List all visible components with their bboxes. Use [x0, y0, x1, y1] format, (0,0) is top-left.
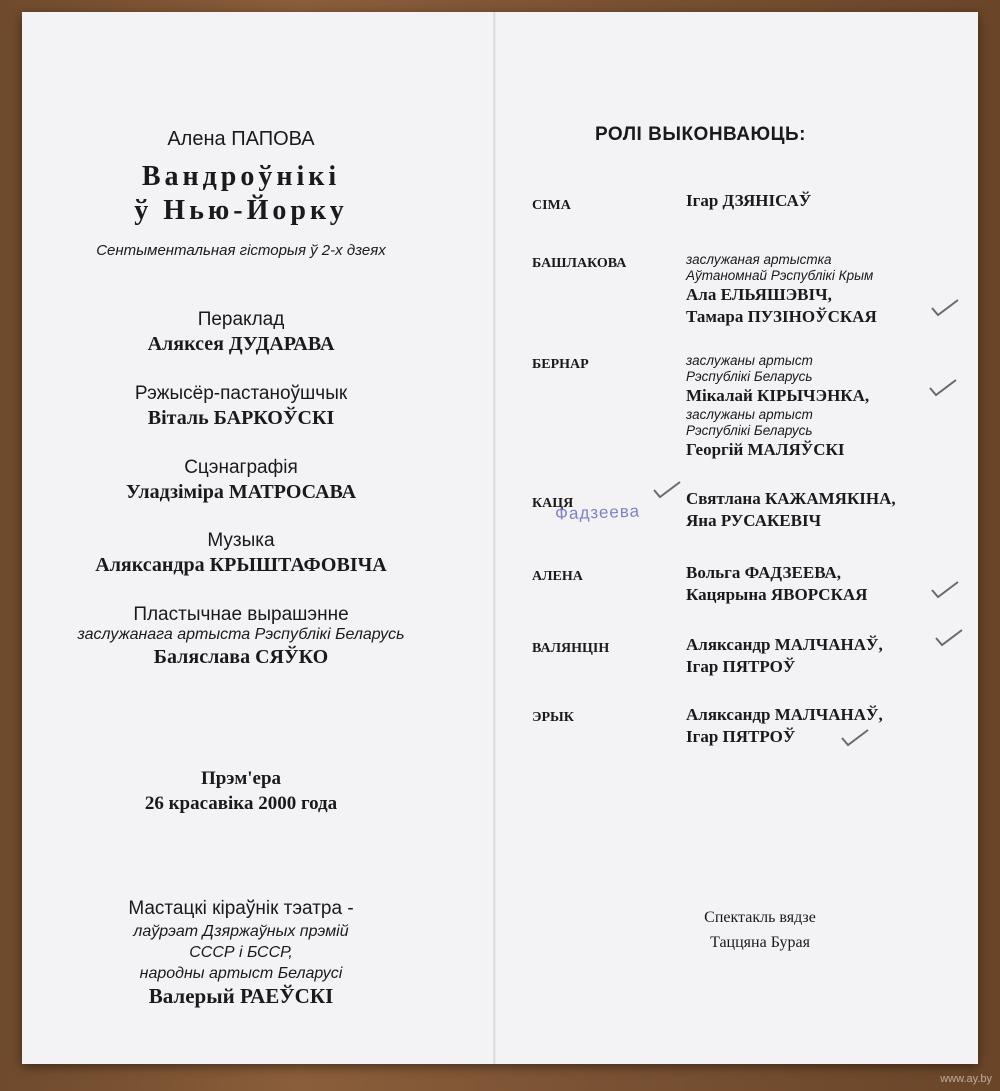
watermark: www.ay.by [940, 1073, 992, 1085]
actor-name: Святлана КАЖАМЯКІНА, [686, 489, 896, 508]
cast-header: РОЛІ ВЫКОНВАЮЦЬ: [595, 124, 806, 145]
play-title [40, 160, 442, 228]
pencil-checkmark-icon [652, 480, 682, 500]
actor-honor: Рэспублікі Беларусь [686, 423, 813, 438]
actor-honor: Рэспублікі Беларусь [686, 369, 813, 384]
credit-name: Віталь БАРКОЎСКІ [147, 407, 335, 429]
role-sima: СІМА [532, 198, 571, 213]
footer-name: Таццяна Бурая [710, 934, 810, 951]
actor-honor: заслужаны артыст [686, 407, 813, 422]
actor-name: Георгій МАЛЯЎСКІ [686, 440, 845, 459]
actor-honor: заслужаная артыстка [686, 252, 832, 267]
role-bernar: БЕРНАР [532, 357, 589, 372]
actor-name: Ігар ДЗЯНІСАЎ [686, 191, 812, 210]
role-bashlakova: БАШЛАКОВА [532, 256, 627, 271]
premiere-label: Прэм'ера [200, 768, 282, 789]
ink-stamp: Фадзеева [554, 501, 641, 524]
actor-name: Аляксандр МАЛЧАНАЎ, [686, 635, 883, 654]
actor-honor: заслужаны артыст [686, 353, 813, 368]
credit-scenography [40, 457, 442, 504]
credit-honor: заслужанага артыста Рэспублікі Беларусь [77, 626, 405, 643]
cast-bernar [686, 353, 976, 461]
honor-line: народны артыст Беларусі [139, 965, 343, 982]
honor-line: СССР і БССР, [189, 944, 293, 961]
actor-name: Яна РУСАКЕВІЧ [686, 511, 822, 530]
credit-role: Музыка [207, 530, 275, 551]
role-katsia: КАЦЯ [532, 496, 574, 511]
actor-name: Ігар ПЯТРОЎ [686, 727, 796, 746]
subtitle: Сентыментальная гісторыя ў 2-х дзеях [96, 242, 386, 259]
credit-role: Сцэнаграфія [184, 457, 298, 478]
title-line-1: Вандроўнікі [141, 161, 341, 192]
artistic-director-name: Валерый РАЕЎСКІ [148, 984, 334, 1008]
actor-name: Вольга ФАДЗЕЕВА, [686, 563, 841, 582]
actor-name: Аляксандр МАЛЧАНАЎ, [686, 705, 883, 724]
credit-role: Пераклад [197, 309, 285, 330]
artistic-director-title: Мастацкі кіраўнік тэатра - [128, 898, 354, 919]
role-valiantsin: ВАЛЯНЦІН [532, 641, 610, 656]
cast-eryk [686, 704, 976, 748]
credit-choreography [40, 604, 442, 669]
credit-role: Рэжысёр-пастаноўшчык [134, 383, 348, 404]
pencil-checkmark-icon [840, 728, 870, 748]
cast-valiantsin [686, 634, 976, 678]
premiere [40, 766, 442, 816]
role-alena: АЛЕНА [532, 569, 583, 584]
credit-director [40, 383, 442, 430]
credit-role: Пластычнае вырашэнне [133, 604, 349, 625]
title-line-2: ў Нью-Йорку [134, 195, 348, 226]
page-fold [493, 12, 496, 1064]
actor-honor: Аўтаномнай Рэспублікі Крым [686, 268, 874, 283]
premiere-date: 26 красавіка 2000 года [144, 793, 338, 814]
credit-name: Аляксея ДУДАРАВА [147, 333, 335, 355]
credit-music [40, 530, 442, 577]
pencil-checkmark-icon [930, 580, 960, 600]
credit-translation [40, 309, 442, 356]
honor-line: лаўрэат Дзяржаўных прэмій [133, 923, 349, 940]
pencil-checkmark-icon [930, 298, 960, 318]
pencil-checkmark-icon [928, 378, 958, 398]
footer-label: Спектакль вядзе [704, 909, 816, 926]
actor-name: Ала ЕЛЬЯШЭВІЧ, [686, 285, 832, 304]
credit-name: Уладзіміра МАТРОСАВА [125, 481, 357, 503]
actor-name: Кацярына ЯВОРСКАЯ [686, 585, 868, 604]
actor-name: Тамара ПУЗІНОЎСКАЯ [686, 307, 877, 326]
role-eryk: ЭРЫК [532, 710, 574, 725]
credit-name: Баляслава СЯЎКО [153, 646, 329, 668]
cast-sima [686, 190, 976, 212]
actor-name: Мікалай КІРЫЧЭНКА, [686, 386, 870, 405]
credit-name: Аляксандра КРЫШТАФОВІЧА [95, 554, 387, 576]
cast-katsia [686, 488, 976, 532]
pencil-checkmark-icon [934, 628, 964, 648]
author: Алена ПАПОВА [167, 128, 315, 150]
actor-name: Ігар ПЯТРОЎ [686, 657, 796, 676]
stage-manager [640, 905, 880, 955]
artistic-director-honors [40, 921, 442, 984]
